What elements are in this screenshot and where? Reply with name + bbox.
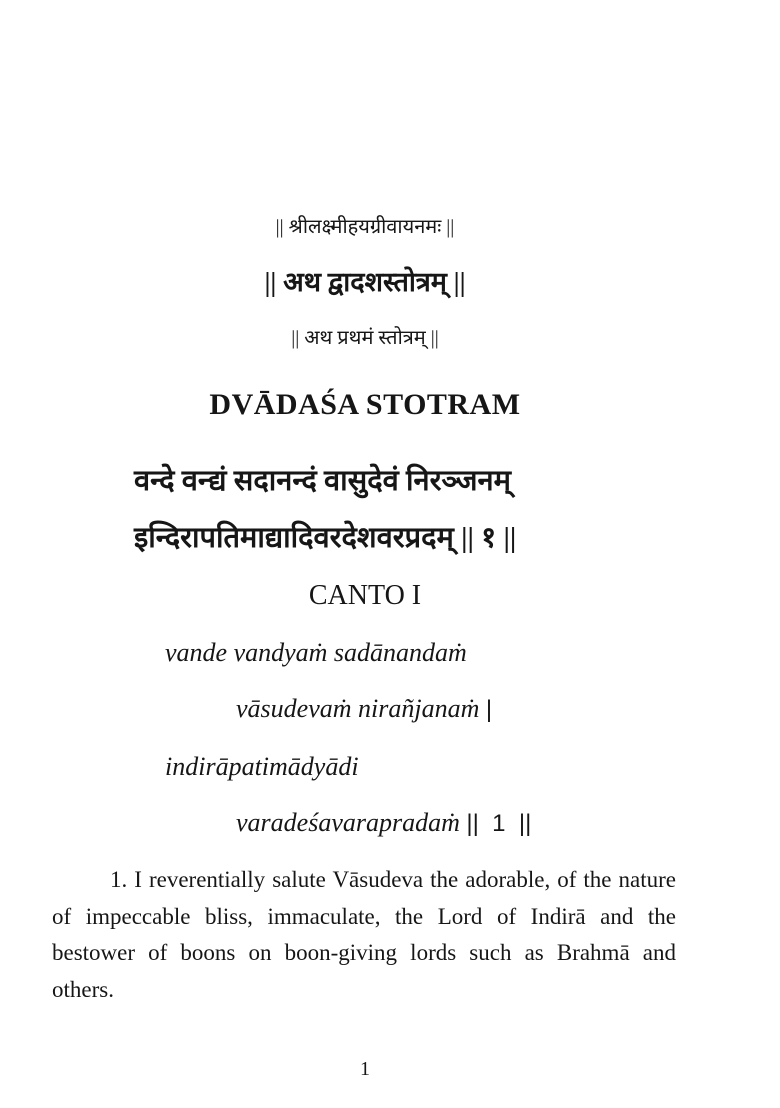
sanskrit-subheading: || अथ प्रथमं स्तोत्रम् || xyxy=(291,327,439,349)
translation-paragraph: 1. I reverentially salute Vāsudeva the adorable, of the nature of impeccable bliss, immaculate, the Lord of Indirā and the bestower of boons on boon-giving lords such as Brahmā and others. xyxy=(52,867,676,1002)
invocation-line: || श्रीलक्ष्मीहयग्रीवायनमः || xyxy=(275,216,455,238)
page-number: 1 xyxy=(360,1058,370,1080)
transliteration-text: varadeśavarapradaṁ xyxy=(236,808,460,837)
transliteration-line-2 xyxy=(236,694,492,724)
sanskrit-heading: || अथ द्वादशस्तोत्रम् || xyxy=(264,267,466,297)
transliteration-line-3: indirāpatimādyādi xyxy=(165,752,359,781)
verse-mark: | xyxy=(485,696,493,723)
page-title: DVĀDAŚA STOTRAM xyxy=(209,388,521,421)
transliteration-line-1: vande vandyaṁ sadānandaṁ xyxy=(165,638,467,667)
verse-devanagari-line-2: इन्दिरापतिमाद्यादिवरदेशवरप्रदम् || १ || xyxy=(134,522,517,554)
verse-devanagari-line-1: वन्दे वन्द्यं सदानन्दं वासुदेवं निरञ्जनम् xyxy=(134,465,511,497)
verse-number-mark: || 1 || xyxy=(466,810,532,837)
transliteration-line-4 xyxy=(236,808,531,838)
transliteration-text: vāsudevaṁ nirañjanaṁ xyxy=(236,694,480,723)
canto-heading: CANTO I xyxy=(308,580,422,611)
